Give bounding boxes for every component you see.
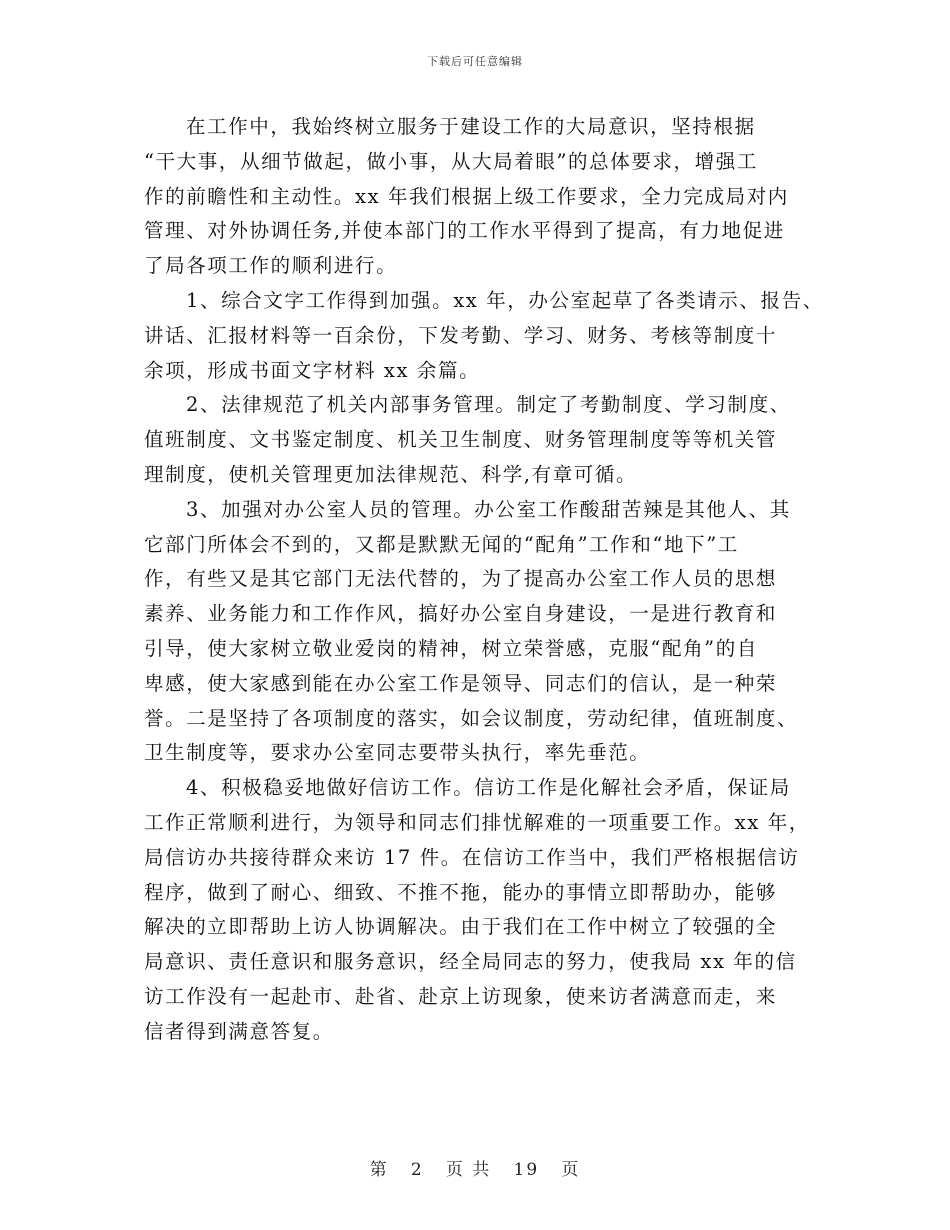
body-text-line: 信者得到满意答复。 <box>144 1019 334 1043</box>
body-text-line: “干大事，从细节做起，做小事，从大局着眼”的总体要求，增强工 <box>144 149 758 173</box>
footer-prefix: 第 <box>369 1160 389 1180</box>
body-text-line: 余项，形成书面文字材料 xx 余篇。 <box>144 358 481 382</box>
current-page-number: 2 <box>410 1160 424 1180</box>
footer-middle: 页 共 <box>445 1160 492 1180</box>
body-text-line: 作的前瞻性和主动性。xx 年我们根据上级工作要求，全力完成局对内 <box>144 184 789 208</box>
body-text-line: 访工作没有一起赴市、赴省、赴京上访现象，使来访者满意而走，来 <box>144 984 778 1008</box>
body-text-line: 在工作中，我始终树立服务于建设工作的大局意识，坚持根据 <box>186 115 756 138</box>
body-text-line: 局意识、责任意识和服务意识，经全局同志的努力，使我局 xx 年的信 <box>144 950 797 974</box>
body-text-line: 了局各项工作的顺利进行。 <box>144 254 398 278</box>
body-text-line: 理制度，使机关管理更加法律规范、科学,有章可循。 <box>144 462 638 486</box>
body-text-line: 卫生制度等，要求办公室同志要带头执行，率先垂范。 <box>144 741 651 765</box>
body-text-line: 局信访办共接待群众来访 17 件。在信访工作当中，我们严格根据信访 <box>144 845 800 869</box>
body-text-line: 卑感，使大家感到能在办公室工作是领导、同志们的信认，是一种荣 <box>144 671 778 695</box>
body-text-line: 值班制度、文书鉴定制度、机关卫生制度、财务管理制度等等机关管 <box>144 428 778 452</box>
body-text-line: 程序，做到了耐心、细致、不推不拖，能办的事情立即帮助办，能够 <box>144 880 778 904</box>
footer-suffix: 页 <box>561 1160 581 1180</box>
body-text-line: 它部门所体会不到的，又都是默默无闻的“配角”工作和“地下”工 <box>144 532 739 556</box>
body-text-line: 1、综合文字工作得到加强。xx 年，办公室起草了各类请示、报告、 <box>186 288 824 312</box>
body-text-line: 工作正常顺利进行，为领导和同志们排忧解难的一项重要工作。xx 年， <box>144 810 810 834</box>
total-page-count: 19 <box>513 1160 540 1180</box>
body-text-line: 管理、对外协调任务,并使本部门的工作水平得到了提高，有力地促进 <box>144 219 785 243</box>
header-text: 下载后可任意编辑 <box>427 55 523 68</box>
body-text-line: 2、法律规范了机关内部事务管理。制定了考勤制度、学习制度、 <box>186 393 791 417</box>
body-text-line: 解决的立即帮助上访人协调解决。由于我们在工作中树立了较强的全 <box>144 915 778 939</box>
body-text-line: 3、加强对办公室人员的管理。办公室工作酸甜苦辣是其他人、其 <box>186 497 791 521</box>
page-footer <box>0 1155 950 1180</box>
body-text-line: 誉。二是坚持了各项制度的落实，如会议制度，劳动纪律，值班制度、 <box>144 706 799 730</box>
body-text-line: 4、积极稳妥地做好信访工作。信访工作是化解社会矛盾，保证局 <box>186 776 791 800</box>
body-text-line: 作，有些又是其它部门无法代替的，为了提高办公室工作人员的思想 <box>144 567 778 591</box>
document-body <box>144 110 834 1050</box>
page-header <box>0 53 950 69</box>
body-text-line: 素养、业务能力和工作作风，搞好办公室自身建设，一是进行教育和 <box>144 602 778 626</box>
body-text-line: 讲话、汇报材料等一百余份，下发考勤、学习、财务、考核等制度十 <box>144 323 778 347</box>
body-text-line: 引导，使大家树立敬业爱岗的精神，树立荣誉感，克服“配角”的自 <box>144 636 758 660</box>
